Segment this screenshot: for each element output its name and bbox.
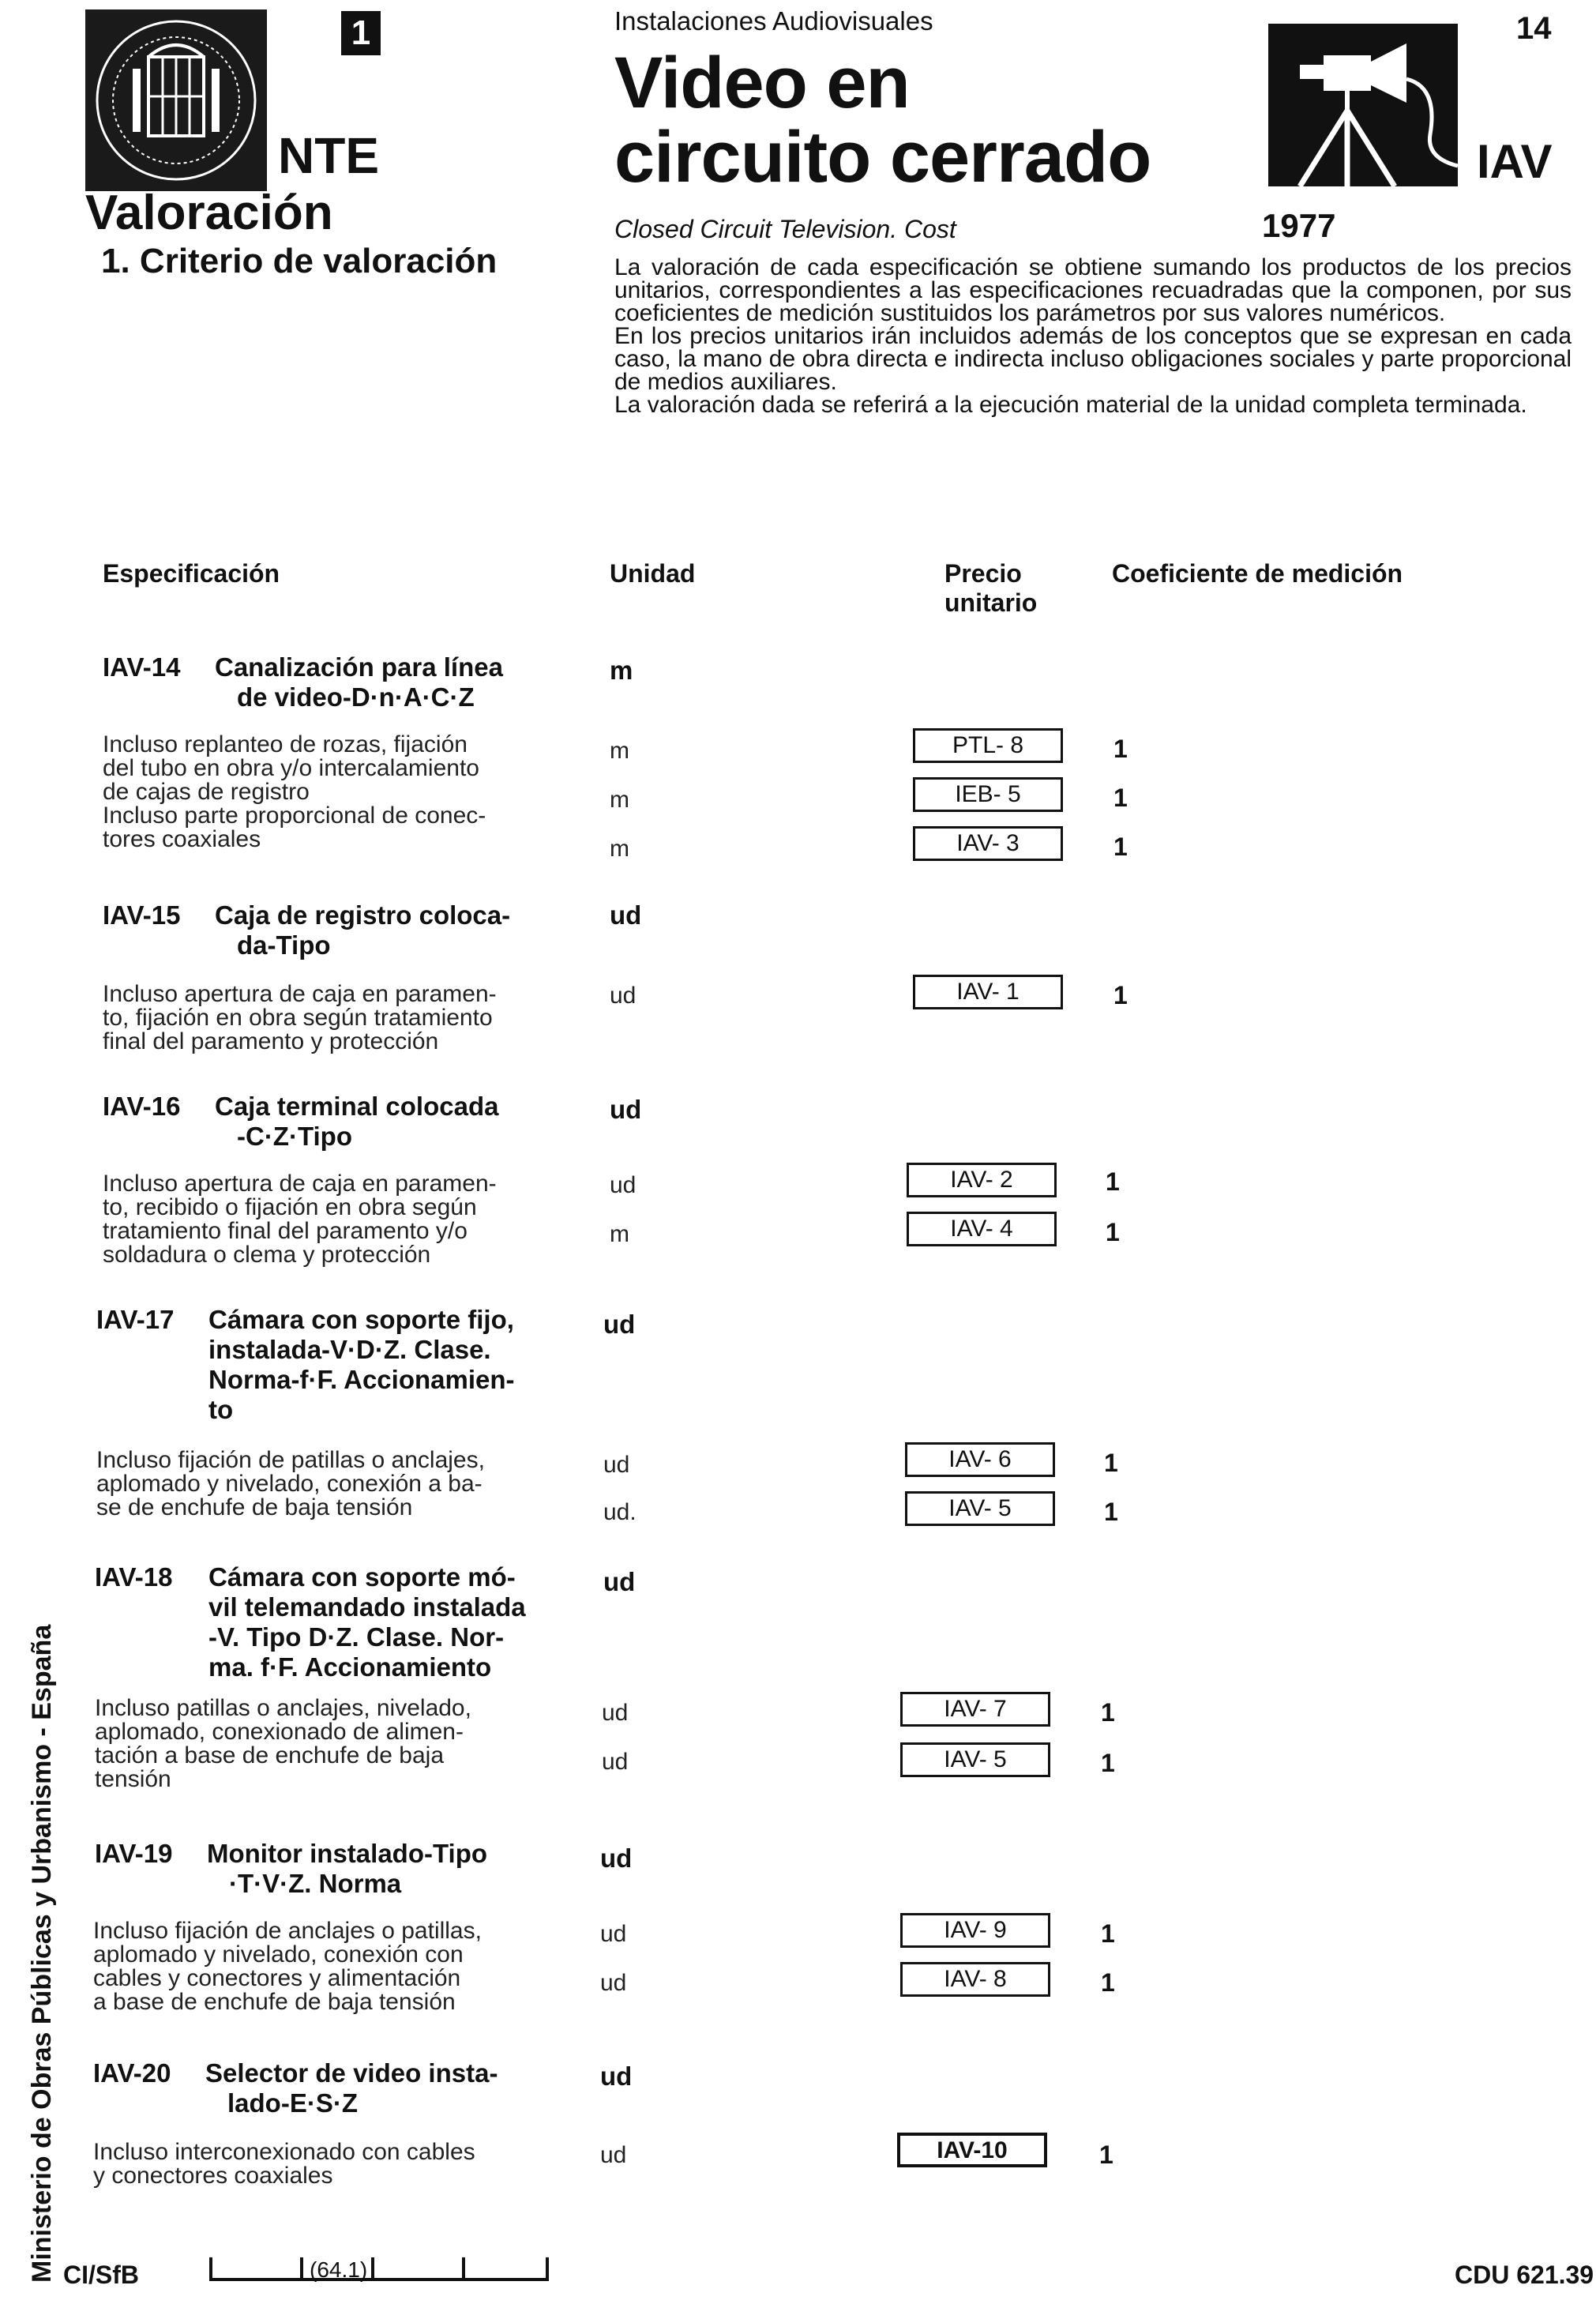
price-reference-box: IAV- 3 (913, 826, 1063, 861)
item-code: IAV-17 (96, 1305, 175, 1334)
row-unit: ud (603, 1452, 630, 1478)
item-title (215, 900, 510, 960)
desc-line: aplomado, conexionado de alimen- (95, 1719, 464, 1745)
header-unit: Unidad (610, 559, 696, 588)
price-reference-box: IAV- 5 (900, 1742, 1050, 1777)
header-price-line2: unitario (944, 588, 1038, 617)
coefficient: 1 (1113, 784, 1128, 812)
page-title-line2: circuito cerrado (614, 117, 1151, 197)
item-title-line: instalada-V·D·Z. Clase. (208, 1335, 491, 1364)
desc-line: to, recibido o fijación en obra según (103, 1194, 477, 1220)
coefficient: 1 (1101, 1749, 1115, 1777)
coefficient: 1 (1113, 981, 1128, 1009)
seal-emblem-icon (85, 9, 267, 191)
cisfb-tick (209, 2257, 212, 2281)
coefficient: 1 (1104, 1449, 1118, 1477)
item-title (207, 1839, 487, 1899)
price-reference-box: IAV- 5 (905, 1491, 1055, 1526)
header-price-line1: Precio (944, 559, 1022, 588)
row-unit: ud (610, 983, 637, 1009)
category-label: Instalaciones Audiovisuales (614, 6, 933, 36)
coefficient: 1 (1101, 1698, 1115, 1727)
item-unit: ud (600, 2062, 633, 2091)
item-description (103, 733, 486, 851)
row-unit: m (610, 738, 629, 764)
price-reference-box: IAV- 2 (907, 1163, 1057, 1197)
item-title (215, 652, 503, 712)
subsection-title: 1. Criterio de valoración (101, 242, 498, 280)
price-reference-box: IEB- 5 (913, 777, 1063, 812)
desc-line: final del paramento y protección (103, 1028, 439, 1054)
ministry-side-text: Ministerio de Obras Públicas y Urbanismo - España (27, 1624, 57, 2283)
coefficient: 1 (1104, 1498, 1118, 1526)
desc-line: Incluso interconexionado con cables (93, 2139, 475, 2165)
sheet-badge: 1 (341, 11, 381, 55)
item-description (103, 1172, 497, 1267)
item-title-line: ·T·V·Z. Norma (229, 1869, 402, 1898)
item-code: IAV-14 (103, 652, 181, 682)
desc-line: aplomado y nivelado, conexión con (93, 1941, 464, 1968)
desc-line: se de enchufe de baja tensión (96, 1494, 413, 1520)
item-title-line: da-Tipo (237, 930, 331, 960)
item-unit: ud (603, 1567, 636, 1596)
coefficient: 1 (1101, 1968, 1115, 1997)
row-unit: ud (602, 1700, 629, 1726)
price-reference-box: IAV- 4 (907, 1212, 1057, 1246)
intro-paragraph: La valoración de cada especificación se obtiene sumando los productos de los precios unitarios, correspondientes a las especificaciones recuadradas que la componen, por sus coeficientes de medición sustituidos los parámetros por sus valores numéricos. (614, 254, 1572, 326)
desc-line: to, fijación en obra según tratamiento (103, 1005, 493, 1031)
nte-label: NTE (278, 127, 379, 184)
item-code: IAV-19 (95, 1839, 173, 1868)
item-unit: ud (600, 1844, 633, 1873)
section-title: Valoración (85, 186, 333, 240)
item-unit: ud (610, 900, 642, 930)
desc-line: Incluso parte proporcional de conec- (103, 802, 486, 829)
row-unit: m (610, 836, 629, 862)
price-reference-box: IAV- 1 (913, 975, 1063, 1009)
cisfb-label: CI/SfB (63, 2261, 139, 2289)
item-title (215, 1092, 498, 1152)
coefficient: 1 (1113, 833, 1128, 861)
row-unit: ud (600, 2142, 627, 2168)
cisfb-tick (546, 2257, 549, 2281)
item-title-line: Canalización para línea (215, 652, 503, 682)
year-label: 1977 (1262, 207, 1336, 244)
item-description (93, 2140, 475, 2188)
item-unit: ud (610, 1095, 642, 1124)
row-unit: ud. (603, 1499, 637, 1525)
item-description (96, 1449, 485, 1520)
item-title-line: -C·Z·Tipo (237, 1122, 353, 1151)
desc-line: aplomado y nivelado, conexión a ba- (96, 1471, 483, 1497)
item-title (208, 1305, 515, 1425)
intro-text (614, 256, 1572, 416)
price-reference-box: PTL- 8 (913, 728, 1063, 763)
row-unit: ud (600, 1921, 627, 1947)
header-spec: Especificación (103, 559, 280, 588)
price-reference-box: IAV- 9 (900, 1913, 1050, 1948)
cdu-code: CDU 621.39 (1455, 2261, 1594, 2289)
item-title (208, 1562, 526, 1682)
coefficient: 1 (1099, 2140, 1113, 2169)
item-code: IAV-16 (103, 1092, 181, 1121)
cisfb-tick (300, 2257, 303, 2281)
coefficient: 1 (1106, 1167, 1120, 1196)
cisfb-rule (209, 2278, 549, 2281)
item-title-line: to (208, 1395, 234, 1424)
price-reference-box: IAV- 7 (900, 1692, 1050, 1727)
price-reference-box: IAV- 8 (900, 1962, 1050, 1997)
cisfb-code: (64.1) (310, 2257, 368, 2282)
item-title-line: Cámara con soporte fijo, (208, 1305, 514, 1334)
desc-line: Incluso patillas o anclajes, nivelado, (95, 1695, 471, 1721)
coefficient: 1 (1106, 1218, 1120, 1246)
desc-line: Incluso fijación de anclajes o patillas, (93, 1918, 482, 1944)
price-reference-box: IAV-10 (897, 2133, 1047, 2167)
item-title-line: Selector de video insta- (205, 2058, 498, 2088)
ministry-seal-logo (85, 9, 267, 191)
item-code: IAV-15 (103, 900, 181, 930)
item-unit: m (610, 656, 633, 685)
intro-paragraph: La valoración dada se referirá a la ejecución material de la unidad completa terminada. (614, 392, 1527, 418)
item-unit: ud (603, 1310, 636, 1339)
desc-line: de cajas de registro (103, 779, 310, 805)
row-unit: ud (602, 1749, 629, 1775)
desc-line: del tubo en obra y/o intercalamiento (103, 755, 479, 781)
price-reference-box: IAV- 6 (905, 1442, 1055, 1477)
cisfb-tick (462, 2257, 465, 2281)
page-title (614, 43, 1151, 197)
desc-line: cables y conectores y alimentación (93, 1965, 461, 1991)
item-title-line: Caja de registro coloca- (215, 900, 511, 930)
desc-line: tación a base de enchufe de baja (95, 1742, 445, 1768)
camera-tripod-icon (1268, 24, 1458, 186)
item-title-line: Norma-f·F. Accionamien- (208, 1365, 515, 1394)
cisfb-tick (371, 2257, 374, 2281)
item-description (93, 1919, 482, 2014)
item-title-line: lado-E·S·Z (227, 2088, 358, 2118)
item-title-line: Cámara con soporte mó- (208, 1562, 516, 1592)
coefficient: 1 (1101, 1919, 1115, 1948)
coefficient: 1 (1113, 735, 1128, 763)
desc-line: y conectores coaxiales (93, 2163, 333, 2189)
row-unit: ud (600, 1970, 627, 1996)
desc-line: Incluso apertura de caja en paramen- (103, 981, 497, 1007)
row-unit: ud (610, 1172, 637, 1198)
desc-line: a base de enchufe de baja tensión (93, 1989, 456, 2015)
desc-line: soldadura o clema y protección (103, 1242, 431, 1268)
intro-paragraph: En los precios unitarios irán incluidos además de los conceptos que se expresan en cada caso, la mano de obra directa e indirecta incluso obligaciones sociales y parte proporcional de medios auxiliares. (614, 323, 1572, 395)
item-title (205, 2058, 498, 2118)
item-title-line: -V. Tipo D·Z. Clase. Nor- (208, 1622, 505, 1652)
desc-line: tratamiento final del paramento y/o (103, 1218, 468, 1244)
item-title-line: ma. f·F. Accionamiento (208, 1652, 492, 1682)
item-code: IAV-18 (95, 1562, 173, 1592)
desc-line: Incluso replanteo de rozas, fijación (103, 731, 468, 757)
desc-line: tores coaxiales (103, 826, 261, 852)
desc-line: tensión (95, 1766, 171, 1792)
item-title-line: vil telemandado instalada (208, 1592, 526, 1622)
desc-line: Incluso fijación de patillas o anclajes, (96, 1447, 485, 1473)
english-subtitle: Closed Circuit Television. Cost (614, 215, 956, 243)
row-unit: m (610, 1221, 629, 1247)
desc-line: Incluso apertura de caja en paramen- (103, 1171, 497, 1197)
header-coef: Coeficiente de medición (1112, 559, 1403, 588)
item-title-line: Caja terminal colocada (215, 1092, 499, 1121)
page-title-line1: Video en (614, 43, 910, 123)
row-unit: m (610, 787, 629, 813)
item-title-line: Monitor instalado-Tipo (207, 1839, 488, 1868)
item-description (103, 983, 497, 1054)
item-description (95, 1697, 471, 1791)
item-title-line: de video-D·n·A·C·Z (237, 682, 475, 712)
item-code: IAV-20 (93, 2058, 171, 2088)
page-number: 14 (1516, 11, 1552, 46)
header-price (944, 559, 1037, 618)
code-label: IAV (1477, 135, 1553, 188)
